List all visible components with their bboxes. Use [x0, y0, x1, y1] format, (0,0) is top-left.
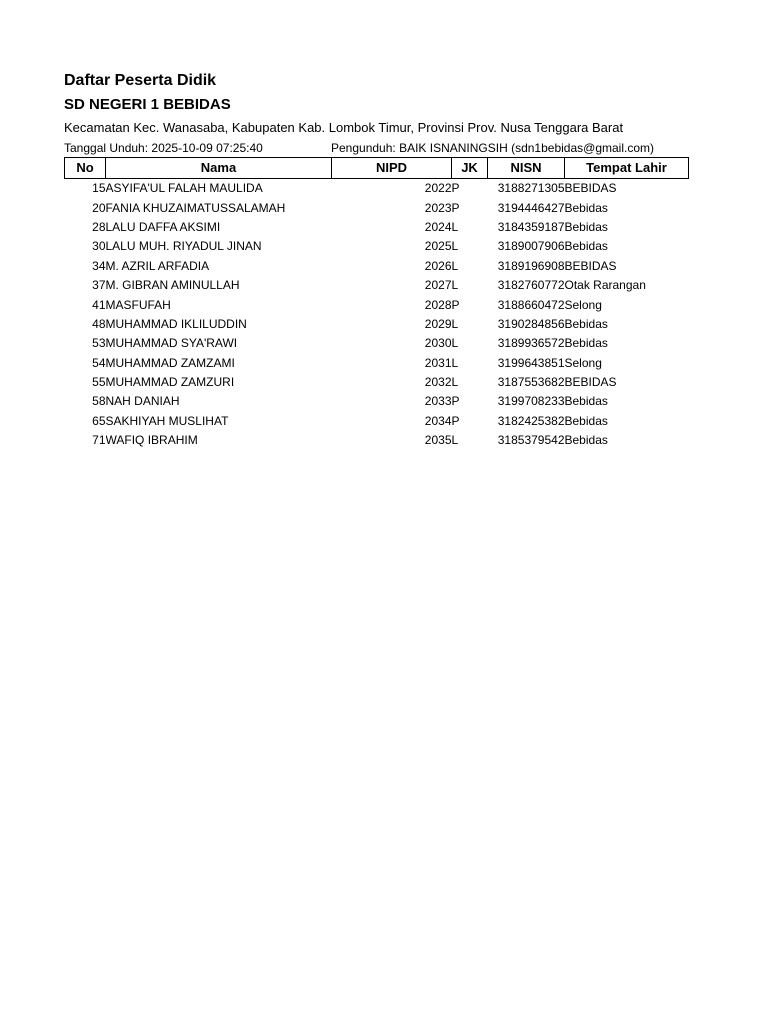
cell-nisn: 3199643851	[497, 355, 565, 370]
cell-jk: L	[451, 316, 459, 331]
cell-nisn: 3187553682	[497, 375, 565, 390]
cell-nipd: 2029	[424, 316, 452, 331]
cell-nipd: 2034	[424, 413, 452, 428]
cell-nama: LALU DAFFA AKSIMI	[105, 219, 221, 234]
cell-nipd: 2022	[424, 181, 452, 196]
cell-nisn: 3189007906	[497, 239, 565, 254]
downloaded-by: Pengunduh: BAIK ISNANINGSIH (sdn1bebidas@gmail.com)	[331, 141, 654, 155]
table-body	[65, 179, 689, 451]
cell-tempat-lahir: Bebidas	[564, 219, 608, 234]
cell-nipd: 2028	[424, 297, 452, 312]
cell-nisn: 3194446427	[497, 200, 565, 215]
cell-jk: L	[451, 433, 459, 448]
cell-tempat-lahir: Selong	[564, 297, 602, 312]
cell-nipd: 2031	[424, 355, 452, 370]
cell-tempat-lahir: Bebidas	[564, 394, 608, 409]
cell-nisn: 3185379542	[497, 433, 565, 448]
table-row	[65, 392, 689, 411]
table-header-row	[65, 158, 689, 179]
cell-jk: P	[451, 297, 460, 312]
cell-nama: ASYIFA'UL FALAH MAULIDA	[105, 181, 263, 196]
cell-no: 20	[92, 200, 106, 215]
table-row	[65, 295, 689, 314]
cell-tempat-lahir: BEBIDAS	[564, 181, 617, 196]
cell-tempat-lahir: Bebidas	[564, 433, 608, 448]
cell-tempat-lahir: Otak Rarangan	[564, 278, 646, 293]
cell-jk: P	[451, 200, 460, 215]
cell-no: 58	[92, 394, 106, 409]
cell-no: 48	[92, 316, 106, 331]
header-jk: JK	[452, 158, 488, 179]
cell-no: 55	[92, 375, 106, 390]
cell-nama: NAH DANIAH	[105, 394, 180, 409]
table-row	[65, 179, 689, 199]
student-table	[64, 157, 689, 450]
cell-nipd: 2026	[424, 258, 452, 273]
table-row	[65, 237, 689, 256]
cell-nipd: 2023	[424, 200, 452, 215]
cell-no: 71	[92, 433, 106, 448]
cell-nama: M. GIBRAN AMINULLAH	[105, 278, 240, 293]
cell-nama: WAFIQ IBRAHIM	[105, 433, 198, 448]
table-row	[65, 354, 689, 373]
cell-jk: P	[451, 394, 460, 409]
cell-nisn: 3189196908	[497, 258, 565, 273]
table-row	[65, 412, 689, 431]
cell-nama: FANIA KHUZAIMATUSSALAMAH	[105, 200, 286, 215]
header-tempat-lahir: Tempat Lahir	[565, 158, 689, 179]
cell-jk: L	[451, 219, 459, 234]
table-row	[65, 373, 689, 392]
cell-no: 53	[92, 336, 106, 351]
cell-nipd: 2025	[424, 239, 452, 254]
cell-nipd: 2033	[424, 394, 452, 409]
cell-nisn: 3190284856	[497, 316, 565, 331]
cell-no: 30	[92, 239, 106, 254]
cell-nama: SAKHIYAH MUSLIHAT	[105, 413, 229, 428]
table-row	[65, 257, 689, 276]
header-no: No	[65, 158, 106, 179]
cell-nisn: 3184359187	[497, 219, 565, 234]
cell-tempat-lahir: Bebidas	[564, 200, 608, 215]
cell-nisn: 3188660472	[497, 297, 565, 312]
header-nisn: NISN	[488, 158, 565, 179]
school-location: Kecamatan Kec. Wanasaba, Kabupaten Kab. Lombok Timur, Provinsi Prov. Nusa Tenggara Barat	[64, 120, 624, 135]
table-row	[65, 276, 689, 295]
cell-nisn: 3199708233	[497, 394, 565, 409]
table-row	[65, 431, 689, 450]
cell-no: 28	[92, 219, 106, 234]
cell-jk: L	[451, 355, 459, 370]
cell-nipd: 2024	[424, 219, 452, 234]
cell-jk: L	[451, 375, 459, 390]
cell-nipd: 2027	[424, 278, 452, 293]
cell-nama: MASFUFAH	[105, 297, 171, 312]
download-date: Tanggal Unduh: 2025-10-09 07:25:40	[64, 141, 263, 155]
cell-no: 54	[92, 355, 106, 370]
header-nipd: NIPD	[332, 158, 452, 179]
document-title: Daftar Peserta Didik	[64, 72, 217, 89]
cell-nama: MUHAMMAD ZAMZAMI	[105, 355, 235, 370]
school-name: SD NEGERI 1 BEBIDAS	[64, 96, 231, 113]
table-row	[65, 334, 689, 353]
cell-nisn: 3188271305	[497, 181, 565, 196]
table-row	[65, 315, 689, 334]
cell-jk: L	[451, 336, 459, 351]
cell-no: 15	[92, 181, 106, 196]
cell-nipd: 2035	[424, 433, 452, 448]
cell-tempat-lahir: Bebidas	[564, 336, 608, 351]
cell-tempat-lahir: Bebidas	[564, 316, 608, 331]
cell-jk: L	[451, 278, 459, 293]
cell-nama: LALU MUH. RIYADUL JINAN	[105, 239, 262, 254]
cell-nisn: 3189936572	[497, 336, 565, 351]
cell-nama: MUHAMMAD ZAMZURI	[105, 375, 235, 390]
cell-tempat-lahir: Selong	[564, 355, 602, 370]
cell-jk: P	[451, 181, 460, 196]
cell-tempat-lahir: BEBIDAS	[564, 375, 617, 390]
cell-nisn: 3182760772	[497, 278, 565, 293]
cell-jk: P	[451, 413, 460, 428]
header-nama: Nama	[106, 158, 332, 179]
table-row	[65, 198, 689, 217]
cell-no: 65	[92, 413, 106, 428]
cell-nipd: 2032	[424, 375, 452, 390]
cell-nisn: 3182425382	[497, 413, 565, 428]
cell-nama: MUHAMMAD IKLILUDDIN	[105, 316, 247, 331]
cell-no: 34	[92, 258, 106, 273]
cell-jk: L	[451, 239, 459, 254]
cell-no: 37	[92, 278, 106, 293]
cell-tempat-lahir: BEBIDAS	[564, 258, 617, 273]
cell-nama: MUHAMMAD SYA'RAWI	[105, 336, 238, 351]
table-row	[65, 218, 689, 237]
cell-nipd: 2030	[424, 336, 452, 351]
cell-no: 41	[92, 297, 106, 312]
cell-nama: M. AZRIL ARFADIA	[105, 258, 210, 273]
cell-tempat-lahir: Bebidas	[564, 413, 608, 428]
cell-jk: L	[451, 258, 459, 273]
cell-tempat-lahir: Bebidas	[564, 239, 608, 254]
